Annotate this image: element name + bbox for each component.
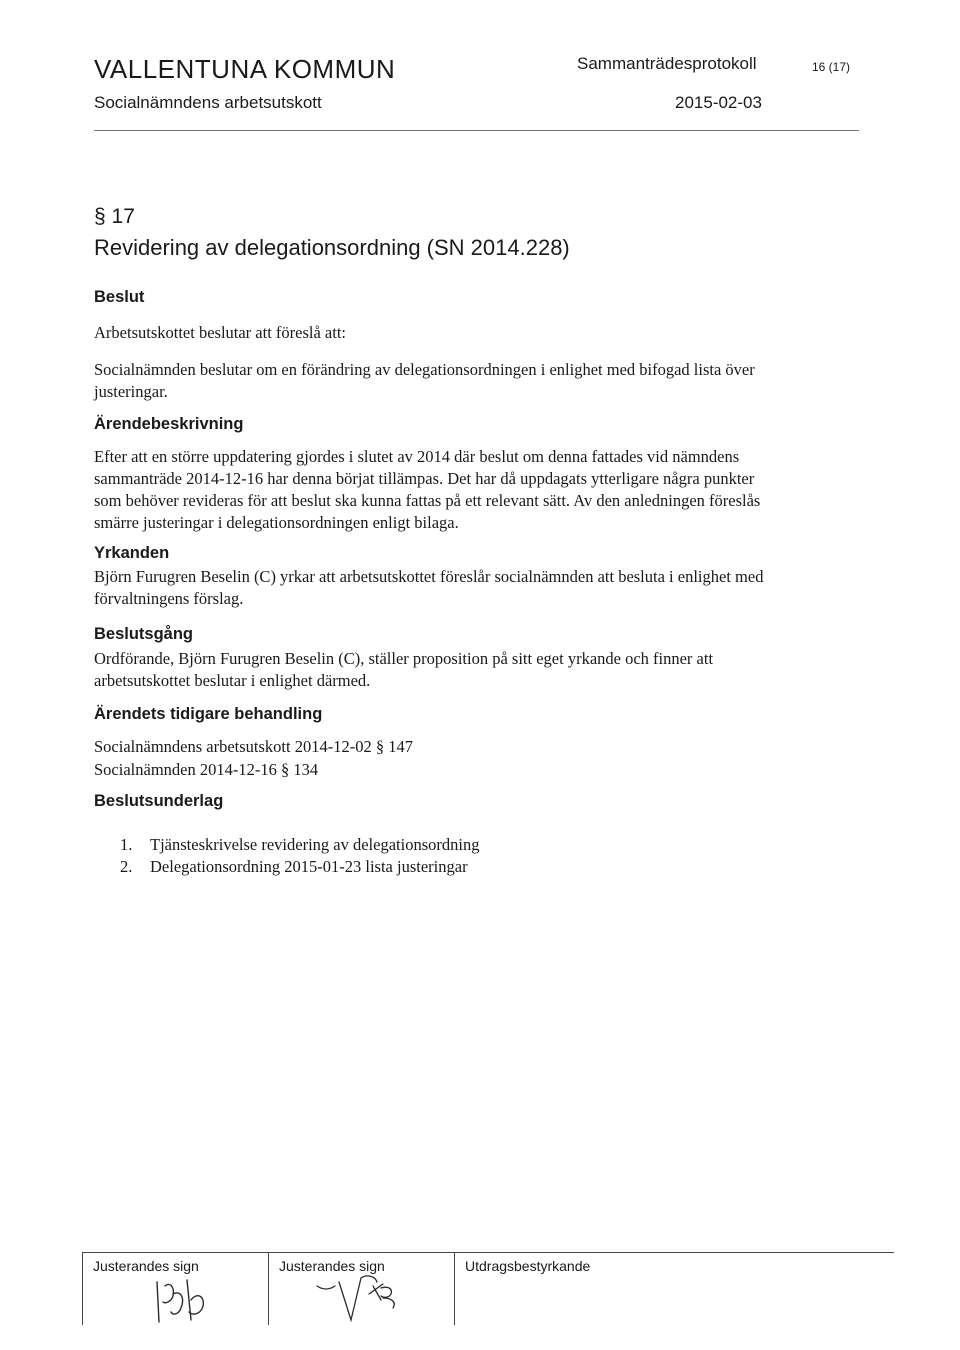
arendebeskrivning-line4: smärre justeringar i delegationsordningen enligt bilaga. xyxy=(94,513,459,532)
beslut-intro: Arbetsutskottet beslutar att föreslå att: xyxy=(94,323,347,342)
header-divider xyxy=(94,130,859,131)
signature-label-2: Justerandes sign xyxy=(279,1258,385,1274)
committee-name: Socialnämndens arbetsutskott xyxy=(94,93,322,112)
section-title: Revidering av delegationsordning (SN 2014.228) xyxy=(94,235,570,260)
signature-label-1: Justerandes sign xyxy=(93,1258,199,1274)
heading-tidigare-behandling: Ärendets tidigare behandling xyxy=(94,705,323,723)
extract-label: Utdragsbestyrkande xyxy=(465,1258,591,1274)
beslut-text-line2: justeringar. xyxy=(94,382,168,401)
list-item-text: Tjänsteskrivelse revidering av delegationsordning xyxy=(150,835,480,854)
handwritten-initials-2 xyxy=(311,1264,411,1326)
heading-arendebeskrivning: Ärendebeskrivning xyxy=(94,415,244,433)
extract-box xyxy=(454,1252,895,1325)
list-item-text: Delegationsordning 2015-01-23 lista justeringar xyxy=(150,857,468,876)
arendebeskrivning-line1: Efter att en större uppdatering gjordes i slutet av 2014 där beslut om denna fattades vid nämndens xyxy=(94,447,740,466)
meeting-date: 2015-02-03 xyxy=(675,93,762,112)
heading-beslutsgang: Beslutsgång xyxy=(94,625,194,643)
signature-box-2 xyxy=(268,1252,455,1325)
arendebeskrivning-line3: som behöver revideras för att beslut ska kunna fattas på ett relevant sätt. Av den anledningen föreslås xyxy=(94,491,761,510)
list-item-number: 2. xyxy=(120,857,133,876)
heading-yrkanden: Yrkanden xyxy=(94,544,170,562)
section-number: § 17 xyxy=(94,205,135,228)
arendebeskrivning-line2: sammanträde 2014-12-16 har denna börjat tillämpas. Det har då uppdagats ytterligare några punkter xyxy=(94,469,755,488)
yrkanden-line1: Björn Furugren Beselin (C) yrkar att arbetsutskottet föreslår socialnämnden att besluta i enlighet med xyxy=(94,567,764,586)
attachment-list xyxy=(120,834,479,878)
tidigare-behandling-line1: Socialnämndens arbetsutskott 2014-12-02 § 147 xyxy=(94,737,413,756)
tidigare-behandling-line2: Socialnämnden 2014-12-16 § 134 xyxy=(94,760,319,779)
page-number: 16 (17) xyxy=(812,60,851,74)
heading-beslut: Beslut xyxy=(94,288,145,306)
document-type: Sammanträdesprotokoll xyxy=(577,54,757,73)
signature-box-1 xyxy=(82,1252,269,1325)
yrkanden-line2: förvaltningens förslag. xyxy=(94,589,244,608)
beslutsgang-line1: Ordförande, Björn Furugren Beselin (C), ställer proposition på sitt eget yrkande och finner att xyxy=(94,649,714,668)
list-item xyxy=(120,856,479,878)
list-item xyxy=(120,834,479,856)
organization-name: VALLENTUNA KOMMUN xyxy=(94,54,396,84)
handwritten-initials-1 xyxy=(143,1272,233,1324)
beslut-text-line1: Socialnämnden beslutar om en förändring av delegationsordningen i enlighet med bifogad lista över xyxy=(94,360,755,379)
list-item-number: 1. xyxy=(120,835,133,854)
heading-beslutsunderlag: Beslutsunderlag xyxy=(94,792,224,810)
beslutsgang-line2: arbetsutskottet beslutar i enlighet därmed. xyxy=(94,671,371,690)
